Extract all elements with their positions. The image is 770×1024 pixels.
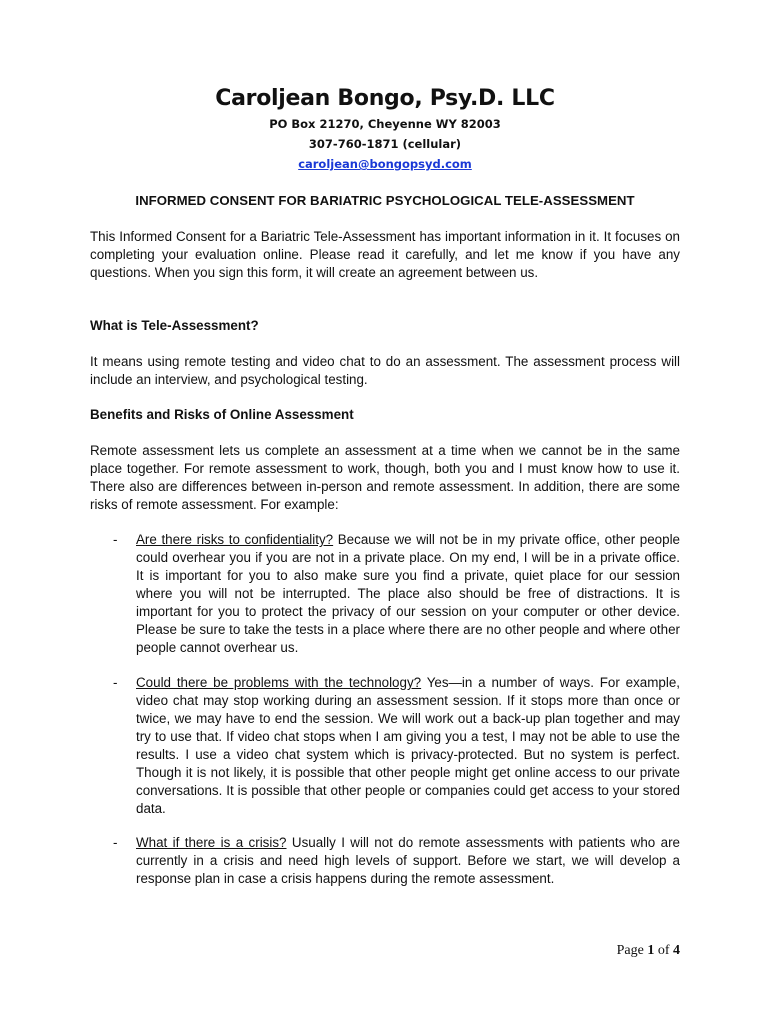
of-word: of xyxy=(654,943,673,958)
bullet-crisis xyxy=(136,834,680,888)
intro-paragraph: This Informed Consent for a Bariatric Tele-Assessment has important information in it. It focuses on completing your evaluation online. Please read it carefully, and let me know if you have any questions. When you sign this form, it will create an agreement between us. xyxy=(90,229,680,280)
bullet-dash: - xyxy=(113,835,118,850)
bullet-answer: Because we will not be in my private office, other people could overhear you if you are not in a private place. On my end, I will be in a private office. It is important for you to also make sure you find a private, quiet place for our session where you will not be interrupted. The place also should be free of distractions. It is important for you to protect the privacy of our session on your computer or other device. Please be sure to take the tests in a place where there are no other people and where other people cannot overhear us. xyxy=(136,532,680,655)
bullet-answer: Usually I will not do remote assessments with patients who are currently in a crisis and need high levels of support. Before we start, we will develop a response plan in case a crisis happens during the remote assessment. xyxy=(136,835,680,886)
mailing-address: PO Box 21270, Cheyenne WY 82003 xyxy=(269,117,501,131)
bullet-confidentiality xyxy=(136,531,680,657)
firm-name: Caroljean Bongo, Psy.D. LLC xyxy=(215,86,555,111)
tele-assessment-paragraph: It means using remote testing and video chat to do an assessment. The assessment process will include an interview, and psychological testing. xyxy=(90,354,680,387)
bullet-question: Could there be problems with the technology? xyxy=(136,675,422,690)
page-number xyxy=(617,941,680,961)
email-link[interactable]: caroljean@bongopsyd.com xyxy=(298,157,472,171)
current-page: 1 xyxy=(647,943,655,958)
letterhead xyxy=(0,84,770,174)
total-pages: 4 xyxy=(673,943,680,958)
bullet-dash: - xyxy=(113,675,118,690)
bullet-technology xyxy=(136,674,680,818)
section-heading-tele-assessment: What is Tele-Assessment? xyxy=(90,318,259,333)
bullet-question: Are there risks to confidentiality? xyxy=(136,532,334,547)
section-heading-benefits-risks: Benefits and Risks of Online Assessment xyxy=(90,407,354,422)
document-title: INFORMED CONSENT FOR BARIATRIC PSYCHOLOGICAL TELE-ASSESSMENT xyxy=(135,193,635,208)
benefits-risks-paragraph: Remote assessment lets us complete an assessment at a time when we cannot be in the same place together. For remote assessment to work, though, both you and I must know how to use it. There also are differences between in-person and remote assessment. In addition, there are some risks of remote assessment. For example: xyxy=(90,443,680,512)
bullet-answer: Yes—in a number of ways. For example, video chat may stop working during an assessment session. If it stops more than once or twice, we may have to end the session. We will work out a back-up plan together and may try to use that. If video chat stops when I am giving you a test, I may not be able to use the results. I use a video chat system which is privacy-protected. But no system is perfect. Though it is not likely, it is possible that other people might get online access to our private conversations. It is possible that other people or companies could get access to your stored data. xyxy=(136,675,680,816)
bullet-question: What if there is a crisis? xyxy=(136,835,287,850)
page-word: Page xyxy=(616,943,648,958)
bullet-dash: - xyxy=(113,532,118,547)
phone-number: 307-760-1871 (cellular) xyxy=(308,137,462,151)
